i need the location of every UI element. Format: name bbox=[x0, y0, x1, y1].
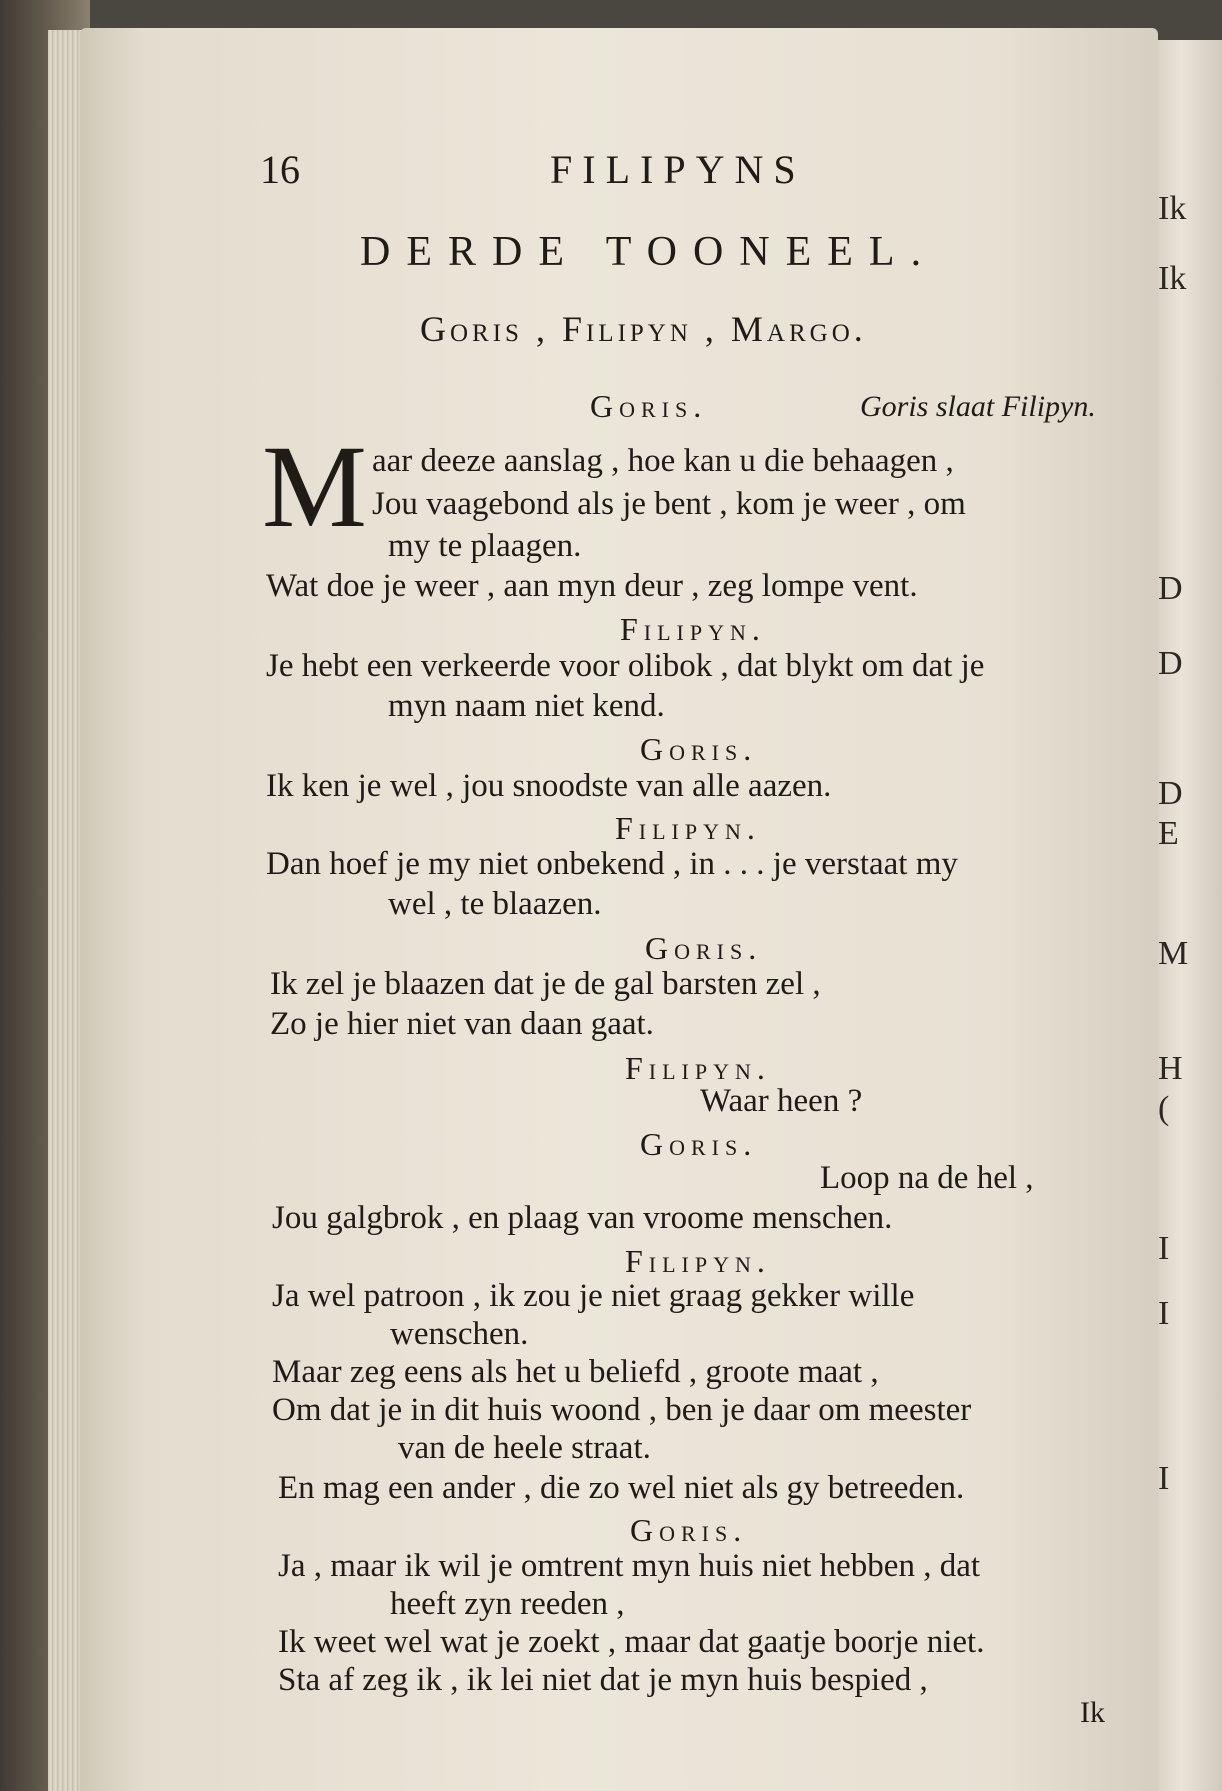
facing-page-fragment: I bbox=[1158, 1460, 1170, 1497]
verse-line: van de heele straat. bbox=[398, 1430, 651, 1466]
book-page bbox=[80, 28, 1158, 1791]
facing-page-fragment: M bbox=[1158, 935, 1189, 972]
facing-page-fragment: H bbox=[1158, 1050, 1183, 1087]
verse-line: Zo je hier niet van daan gaat. bbox=[270, 1006, 654, 1042]
verse-line: Ja wel patroon , ik zou je niet graag gekker wille bbox=[272, 1278, 915, 1314]
verse-line: Om dat je in dit huis woond , ben je daar om meester bbox=[272, 1392, 972, 1428]
verse-line: Ik ken je wel , jou snoodste van alle aazen. bbox=[266, 768, 832, 804]
drop-cap: M bbox=[262, 421, 367, 552]
facing-page-fragment: I bbox=[1158, 1230, 1170, 1267]
verse-line: Ik weet wel wat je zoekt , maar dat gaatje boorje niet. bbox=[278, 1624, 985, 1660]
facing-page-fragment: D bbox=[1158, 775, 1183, 812]
verse-line: heeft zyn reeden , bbox=[390, 1586, 625, 1622]
verse-line: Je hebt een verkeerde voor olibok , dat blykt om dat je bbox=[266, 648, 985, 684]
verse-line: Maar zeg eens als het u beliefd , groote maat , bbox=[272, 1354, 879, 1390]
speaker-heading: Filipyn. bbox=[615, 810, 761, 846]
speaker-heading: Filipyn. bbox=[620, 611, 766, 647]
verse-line: Jou vaagebond als je bent , kom je weer , om bbox=[372, 486, 966, 522]
verse-line: aar deeze aanslag , hoe kan u die behaagen , bbox=[372, 443, 954, 479]
verse-line: myn naam niet kend. bbox=[388, 688, 665, 724]
catchword: Ik bbox=[1080, 1696, 1105, 1729]
speaker-heading: Goris. bbox=[630, 1512, 748, 1548]
speaker-heading: Goris. bbox=[640, 731, 758, 767]
verse-line: Loop na de hel , bbox=[820, 1160, 1034, 1196]
verse-line: Jou galgbrok , en plaag van vroome menschen. bbox=[272, 1200, 893, 1236]
facing-page-fragment: I bbox=[1158, 1295, 1170, 1332]
verse-line: my te plaagen. bbox=[388, 528, 582, 564]
verse-line: Sta af zeg ik , ik lei niet dat je myn huis bespied , bbox=[278, 1662, 928, 1698]
scene-title: DERDE TOONEEL. bbox=[360, 229, 938, 275]
speaker-heading: Goris. bbox=[645, 930, 763, 966]
facing-page-fragment: Ik bbox=[1158, 190, 1187, 227]
facing-page-fragment: E bbox=[1158, 815, 1179, 852]
verse-line: wenschen. bbox=[390, 1316, 529, 1352]
verse-line: Ik zel je blaazen dat je de gal barsten zel , bbox=[270, 966, 821, 1002]
speaker-heading: Filipyn. bbox=[625, 1243, 771, 1279]
facing-page-edge bbox=[1150, 40, 1222, 1791]
speaker-heading: Filipyn. bbox=[625, 1050, 771, 1086]
verse-line: wel , te blaazen. bbox=[388, 886, 602, 922]
verse-line: Ja , maar ik wil je omtrent myn huis niet hebben , dat bbox=[278, 1548, 981, 1584]
speaker-heading: Goris. bbox=[590, 388, 708, 424]
running-head: FILIPYNS bbox=[550, 147, 806, 192]
facing-page-fragment: D bbox=[1158, 570, 1183, 607]
verse-line: Wat doe je weer , aan myn deur , zeg lompe vent. bbox=[266, 568, 918, 604]
facing-page-fragment: D bbox=[1158, 645, 1183, 682]
stage-direction: Goris slaat Filipyn. bbox=[860, 390, 1096, 423]
speaker-heading: Goris. bbox=[640, 1126, 758, 1162]
verse-line: Waar heen ? bbox=[700, 1083, 863, 1119]
page-number: 16 bbox=[260, 147, 300, 192]
verse-line: Dan hoef je my niet onbekend , in . . . je verstaat my bbox=[266, 846, 958, 882]
facing-page-fragment: ( bbox=[1158, 1090, 1170, 1127]
verse-line: En mag een ander , die zo wel niet als gy betreeden. bbox=[278, 1470, 965, 1506]
facing-page-fragment: Ik bbox=[1158, 260, 1187, 297]
cast-list: Goris , Filipyn , Margo. bbox=[420, 309, 867, 349]
